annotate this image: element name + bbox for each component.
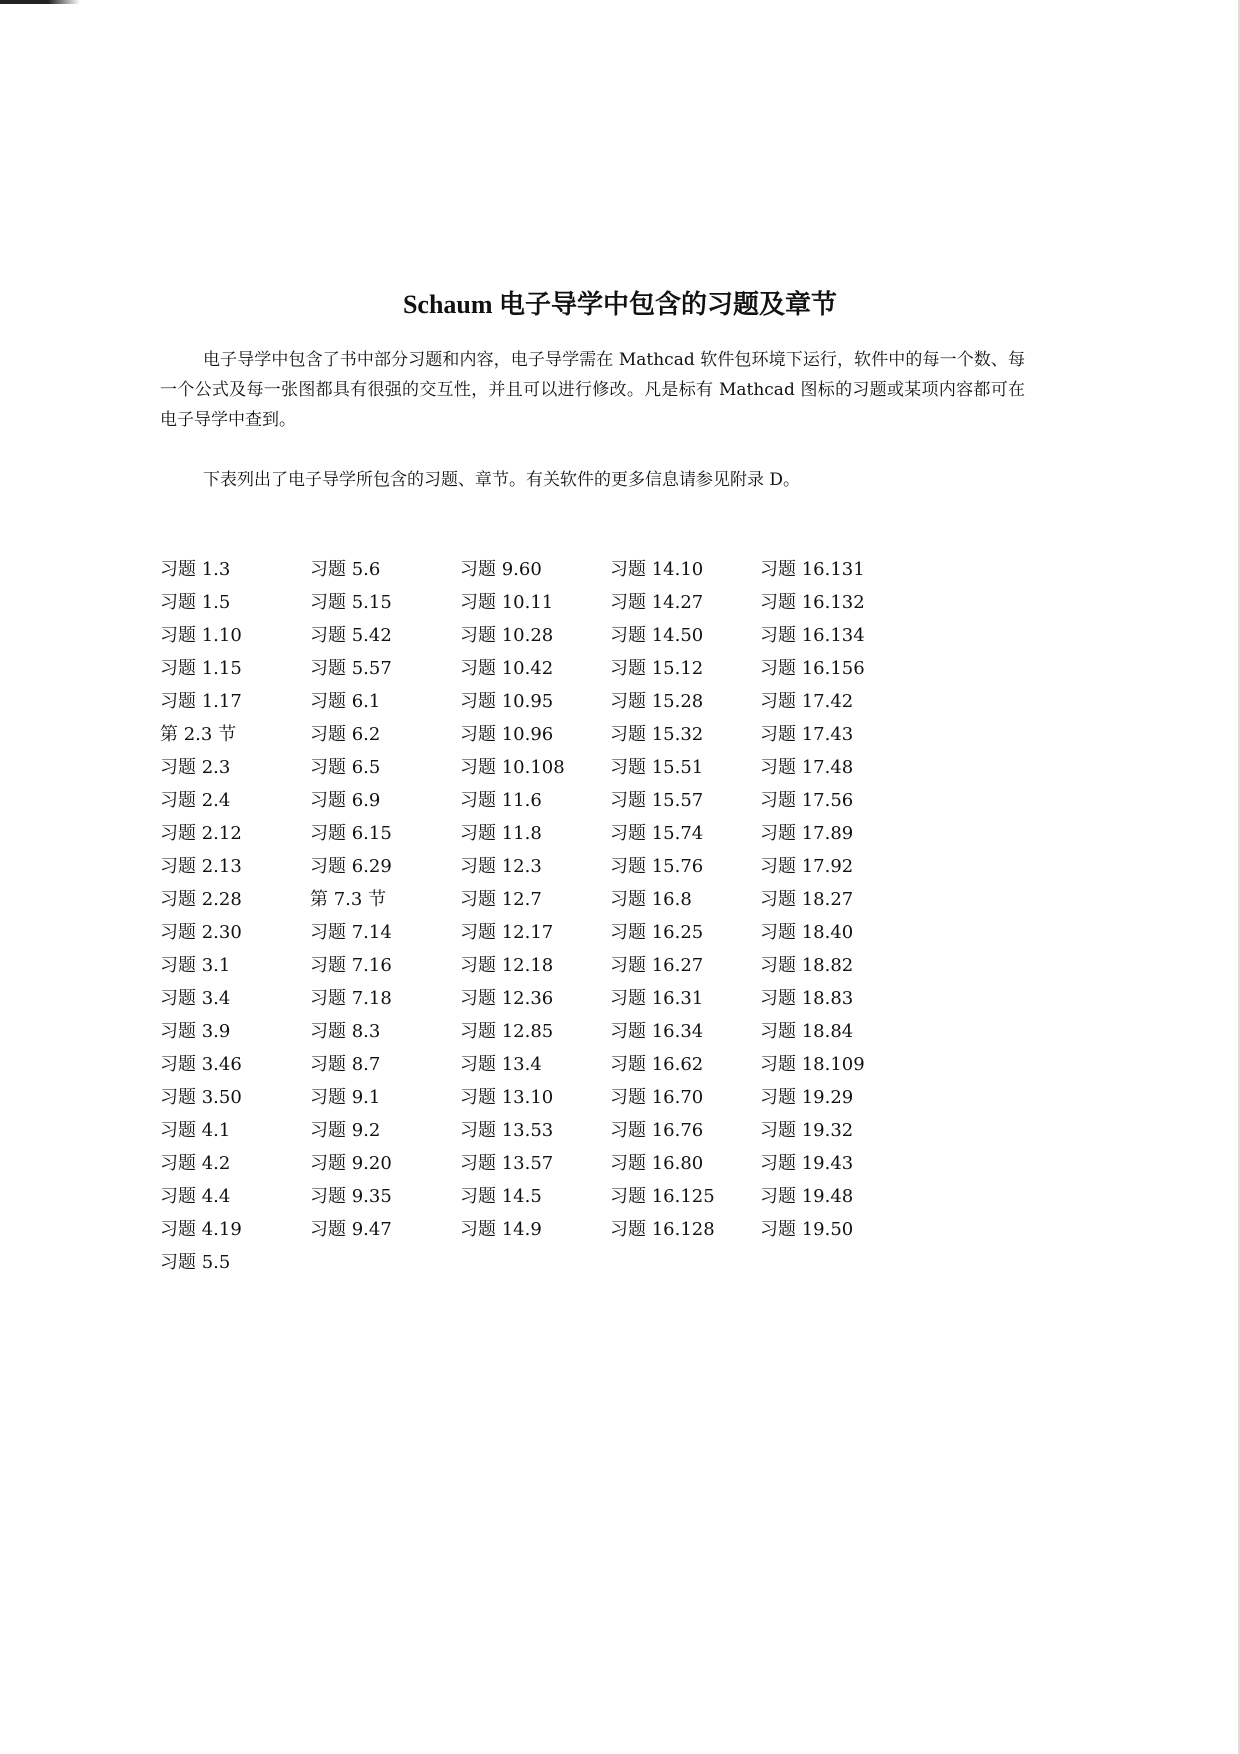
exercise-item: 习题 2.4: [160, 790, 231, 811]
exercise-item: 习题 6.5: [310, 757, 381, 778]
exercise-item: 习题 15.51: [610, 757, 704, 778]
exercise-item: 习题 16.131: [760, 559, 865, 580]
exercise-item: 习题 18.83: [760, 988, 854, 1009]
exercise-item: 习题 19.43: [760, 1153, 854, 1174]
exercise-item: 习题 10.108: [460, 757, 565, 778]
intro-paragraph: 电子导学中包含了书中部分习题和内容，电子导学需在 Mathcad 软件包环境下运行，软件中的每一个数、每一个公式及每一张图都具有很强的交互性，并且可以进行修改。凡是标有 Mathcad 图标的习题或某项内容都可在电子导学中查到。: [160, 350, 1025, 430]
exercise-item: 习题 3.4: [160, 988, 231, 1009]
exercise-item: 习题 16.76: [610, 1120, 704, 1141]
exercise-item: 习题 14.10: [610, 559, 704, 580]
exercise-item: 习题 3.50: [160, 1087, 242, 1108]
exercise-item: 习题 19.50: [760, 1219, 854, 1240]
exercise-item: 习题 2.28: [160, 889, 242, 910]
exercise-item: 习题 7.18: [310, 988, 392, 1009]
exercise-item: 习题 1.3: [160, 559, 231, 580]
exercise-item: 习题 16.134: [760, 625, 865, 646]
exercise-item: 习题 9.20: [310, 1153, 392, 1174]
exercise-item: 习题 10.11: [460, 592, 554, 613]
exercise-item: 习题 8.3: [310, 1021, 381, 1042]
scan-artifact: [0, 0, 80, 4]
exercise-item: 习题 7.16: [310, 955, 392, 976]
exercise-item: 习题 6.2: [310, 724, 381, 745]
exercise-item: 习题 16.27: [610, 955, 704, 976]
exercise-item: 习题 9.2: [310, 1120, 381, 1141]
exercise-item: 习题 16.128: [610, 1219, 715, 1240]
exercise-item: 习题 15.57: [610, 790, 704, 811]
exercise-item: 习题 2.3: [160, 757, 231, 778]
exercise-item: 习题 1.15: [160, 658, 242, 679]
exercise-item: 习题 16.156: [760, 658, 865, 679]
exercise-item: 习题 12.18: [460, 955, 554, 976]
exercise-item: 习题 16.34: [610, 1021, 704, 1042]
exercise-item: 习题 8.7: [310, 1054, 381, 1075]
list-intro-paragraph: 下表列出了电子导学所包含的习题、章节。有关软件的更多信息请参见附录 D。: [203, 470, 801, 490]
exercise-item: 习题 9.60: [460, 559, 542, 580]
exercise-item: 习题 10.95: [460, 691, 554, 712]
exercise-item: 习题 17.92: [760, 856, 854, 877]
exercise-column: [460, 553, 610, 1279]
exercise-item: 习题 18.27: [760, 889, 854, 910]
exercise-item: 习题 3.1: [160, 955, 231, 976]
exercise-item: 习题 13.10: [460, 1087, 554, 1108]
exercise-item: 习题 17.48: [760, 757, 854, 778]
exercise-item: 第 7.3 节: [310, 889, 387, 910]
exercise-item: 习题 12.7: [460, 889, 542, 910]
exercise-item: 习题 13.57: [460, 1153, 554, 1174]
exercise-item: 习题 16.132: [760, 592, 865, 613]
exercise-item: 习题 4.1: [160, 1120, 231, 1141]
exercise-item: 习题 12.3: [460, 856, 542, 877]
exercise-item: 习题 14.9: [460, 1219, 542, 1240]
exercise-item: 习题 6.29: [310, 856, 392, 877]
exercise-item: 习题 18.82: [760, 955, 854, 976]
exercise-item: 习题 16.8: [610, 889, 692, 910]
exercise-column: [160, 553, 310, 1279]
exercise-item: 习题 18.109: [760, 1054, 865, 1075]
exercise-item: 习题 17.42: [760, 691, 854, 712]
exercise-item: 习题 18.40: [760, 922, 854, 943]
exercise-item: 习题 16.62: [610, 1054, 704, 1075]
exercise-item: 习题 5.15: [310, 592, 392, 613]
exercise-item: 第 2.3 节: [160, 724, 237, 745]
exercise-item: 习题 9.35: [310, 1186, 392, 1207]
exercise-item: 习题 15.12: [610, 658, 704, 679]
exercise-item: 习题 17.56: [760, 790, 854, 811]
exercise-item: 习题 2.13: [160, 856, 242, 877]
exercise-item: 习题 18.84: [760, 1021, 854, 1042]
exercise-item: 习题 10.96: [460, 724, 554, 745]
exercise-item: 习题 6.1: [310, 691, 381, 712]
exercise-item: 习题 12.36: [460, 988, 554, 1009]
exercise-item: 习题 14.27: [610, 592, 704, 613]
exercise-item: 习题 14.50: [610, 625, 704, 646]
exercise-item: 习题 10.42: [460, 658, 554, 679]
exercise-item: 习题 17.89: [760, 823, 854, 844]
exercise-column: [760, 553, 910, 1279]
exercise-item: 习题 19.29: [760, 1087, 854, 1108]
exercise-item: 习题 15.32: [610, 724, 704, 745]
exercise-item: 习题 11.8: [460, 823, 542, 844]
exercise-item: 习题 6.9: [310, 790, 381, 811]
exercise-item: 习题 10.28: [460, 625, 554, 646]
exercise-item: 习题 6.15: [310, 823, 392, 844]
exercise-item: 习题 13.4: [460, 1054, 542, 1075]
exercise-item: 习题 16.70: [610, 1087, 704, 1108]
exercise-item: 习题 15.28: [610, 691, 704, 712]
exercise-item: 习题 17.43: [760, 724, 854, 745]
exercise-item: 习题 12.17: [460, 922, 554, 943]
exercise-item: 习题 11.6: [460, 790, 542, 811]
exercise-item: 习题 19.48: [760, 1186, 854, 1207]
exercise-item: 习题 7.14: [310, 922, 392, 943]
exercise-item: 习题 1.10: [160, 625, 242, 646]
exercise-item: 习题 1.5: [160, 592, 231, 613]
exercise-item: 习题 4.2: [160, 1153, 231, 1174]
exercise-item: 习题 16.25: [610, 922, 704, 943]
exercise-item: 习题 16.80: [610, 1153, 704, 1174]
exercise-item: 习题 3.46: [160, 1054, 242, 1075]
exercise-item: 习题 1.17: [160, 691, 242, 712]
exercise-item: 习题 5.57: [310, 658, 392, 679]
exercise-item: 习题 2.12: [160, 823, 242, 844]
exercise-item: 习题 4.19: [160, 1219, 242, 1240]
exercise-item: 习题 2.30: [160, 922, 242, 943]
exercise-item: 习题 16.31: [610, 988, 704, 1009]
exercise-item: 习题 5.6: [310, 559, 381, 580]
exercise-item: 习题 14.5: [460, 1186, 542, 1207]
exercise-item: 习题 19.32: [760, 1120, 854, 1141]
exercise-item: 习题 16.125: [610, 1186, 715, 1207]
exercise-item: 习题 3.9: [160, 1021, 231, 1042]
exercise-item: 习题 9.1: [310, 1087, 381, 1108]
page-title: Schaum 电子导学中包含的习题及章节: [402, 290, 838, 319]
exercise-item: 习题 15.74: [610, 823, 704, 844]
exercise-list: [160, 553, 910, 1279]
exercise-item: 习题 4.4: [160, 1186, 231, 1207]
exercise-item: 习题 9.47: [310, 1219, 392, 1240]
exercise-item: 习题 12.85: [460, 1021, 554, 1042]
exercise-item: 习题 15.76: [610, 856, 704, 877]
exercise-column: [610, 553, 760, 1279]
exercise-item: 习题 13.53: [460, 1120, 554, 1141]
exercise-item: 习题 5.42: [310, 625, 392, 646]
exercise-column: [310, 553, 460, 1279]
exercise-item: 习题 5.5: [160, 1252, 231, 1273]
